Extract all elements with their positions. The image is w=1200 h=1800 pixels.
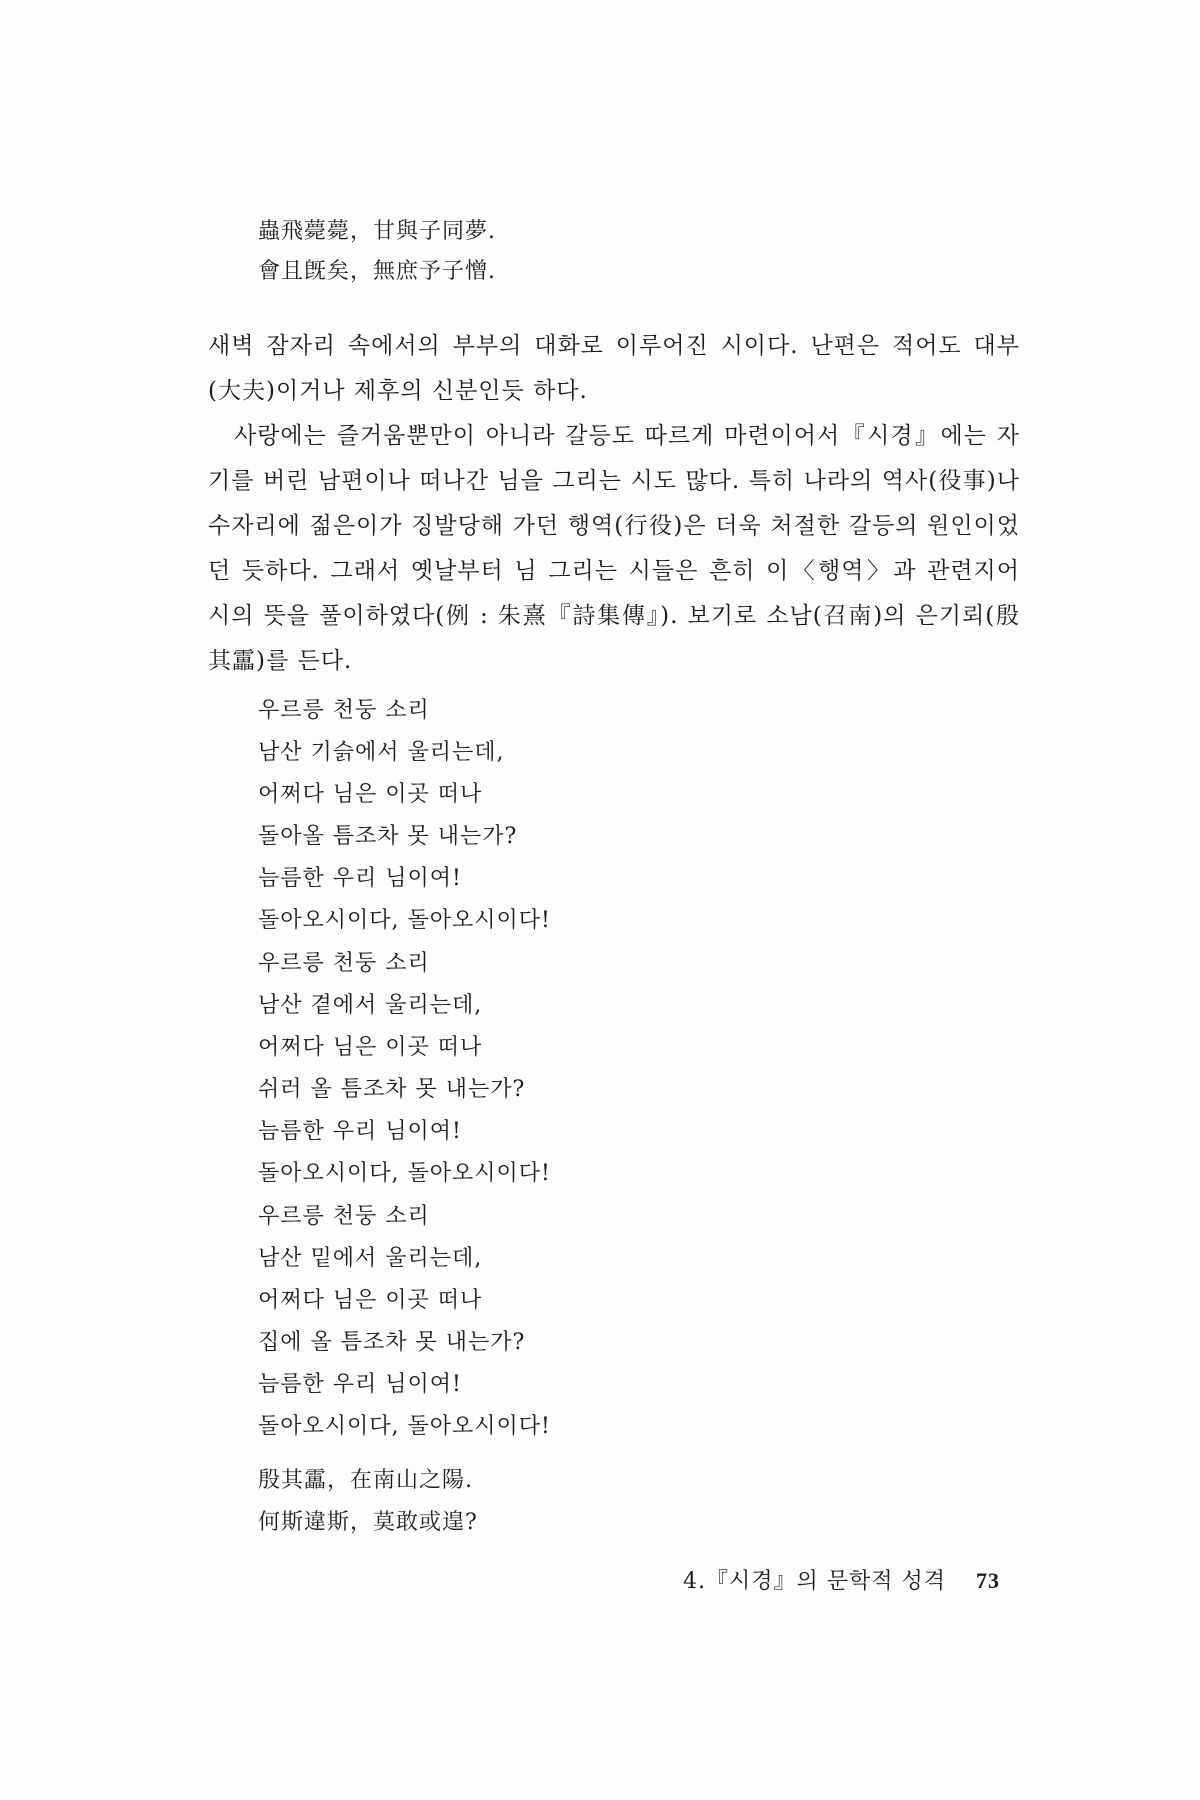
poem-line: 남산 기슭에서 울리는데, — [258, 740, 505, 765]
poem-line: 우르릉 천둥 소리 — [258, 698, 430, 723]
page-number: 73 — [976, 1568, 1000, 1593]
poem-line: 어쩌다 님은 이곳 떠나 — [258, 1035, 483, 1060]
poem-line: 우르릉 천둥 소리 — [258, 951, 430, 976]
poem-line: 돌아오시이다, 돌아오시이다! — [258, 1414, 551, 1439]
page-footer — [683, 1564, 1000, 1595]
paragraph: 새벽 잠자리 속에서의 부부의 대화로 이루어진 시이다. 난편은 적어도 대부(大夫)이거나 제후의 신분인듯 하다. — [208, 333, 1020, 404]
poem-stanza-3 — [258, 1196, 551, 1448]
classical-chinese-verse-bottom — [258, 1460, 478, 1544]
poem-line: 늠름한 우리 님이여! — [258, 1372, 462, 1397]
poem-line: 어쩌다 님은 이곳 떠나 — [258, 1288, 483, 1313]
poem-line: 늠름한 우리 님이여! — [258, 1119, 462, 1144]
verse-line: 蟲飛薨薨，甘與子同夢. — [258, 219, 496, 244]
poem-stanza-2 — [258, 943, 551, 1195]
poem-line: 우르릉 천둥 소리 — [258, 1204, 430, 1229]
poem-stanza-1 — [258, 690, 551, 942]
poem-line: 늠름한 우리 님이여! — [258, 866, 462, 891]
paragraph: 사랑에는 즐거움뿐만이 아니라 갈등도 따르게 마련이어서『시경』에는 자기를 버린 남편이나 떠나간 님을 그리는 시도 많다. 특히 나라의 역사(役事)나 수자리에 젊은이가 징발당해 가던 행역(行役)은 더욱 처절한 갈등의 원인이었던 듯하다. 그래서 옛날부터 님 그리는 시들은 흔히 이〈행역〉과 관련지어 시의 뜻을 풀이하였다(例 : 朱熹『詩集傳』). 보기로 소남(召南)의 은기뢰(殷其靁)를 든다. — [208, 423, 1020, 674]
poem-line: 어쩌다 님은 이곳 떠나 — [258, 782, 483, 807]
verse-line: 殷其靁，在南山之陽. — [258, 1468, 473, 1493]
poem-line: 돌아올 틈조차 못 내는가? — [258, 824, 518, 849]
poem-line: 남산 곁에서 울리는데, — [258, 993, 483, 1018]
classical-chinese-verse-top — [258, 212, 496, 292]
poem-line: 돌아오시이다, 돌아오시이다! — [258, 1161, 551, 1186]
verse-line: 會且旣矣，無庶予子憎. — [258, 259, 496, 284]
running-chapter-title: 4.『시경』의 문학적 성격 — [683, 1569, 946, 1594]
poem-line: 돌아오시이다, 돌아오시이다! — [258, 908, 551, 933]
poem-line: 쉬러 올 틈조차 못 내는가? — [258, 1077, 526, 1102]
poem-line: 남산 밑에서 울리는데, — [258, 1246, 483, 1271]
poem-line: 집에 올 틈조차 못 내는가? — [258, 1330, 526, 1355]
verse-line: 何斯違斯，莫敢或遑? — [258, 1510, 478, 1535]
commentary-text — [208, 324, 1020, 684]
